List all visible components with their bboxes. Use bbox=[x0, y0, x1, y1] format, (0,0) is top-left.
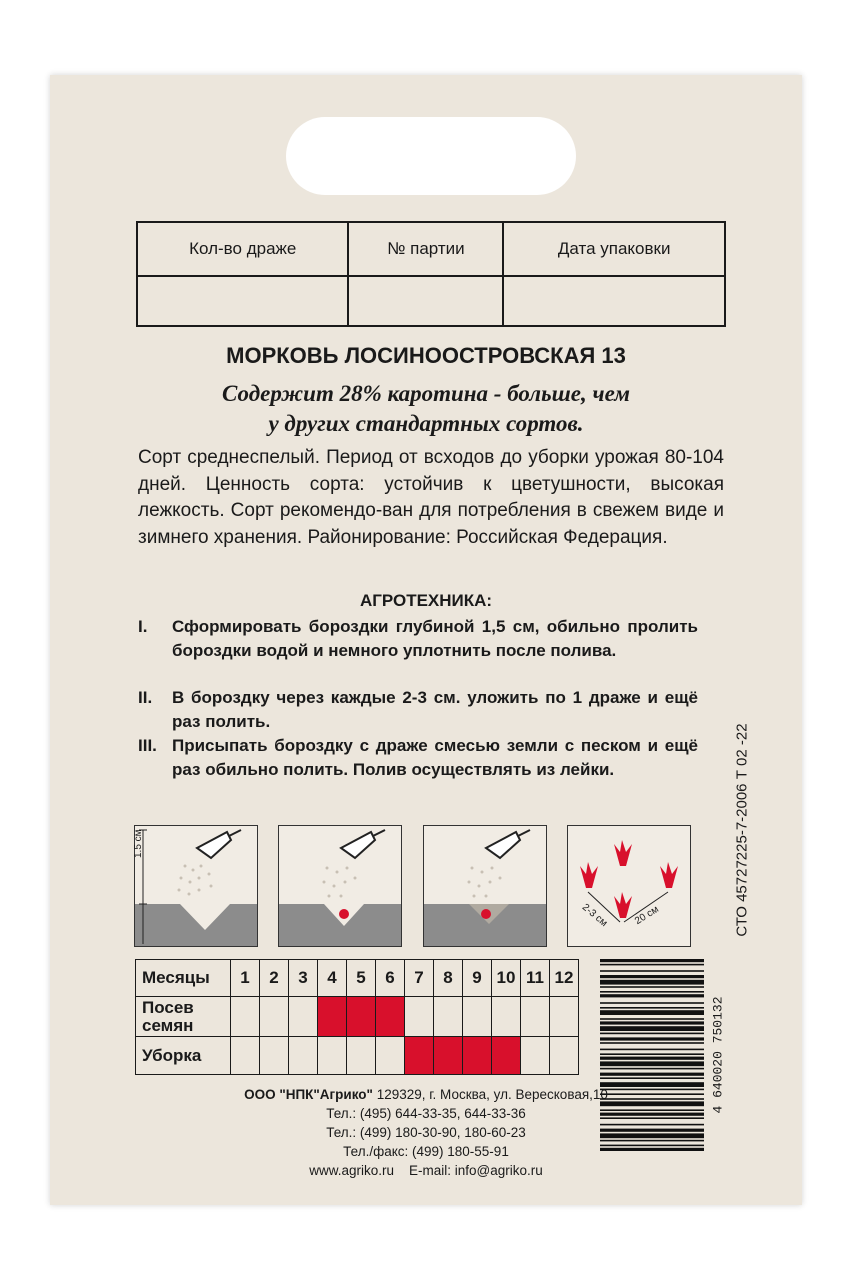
sowing-cell-10 bbox=[492, 997, 521, 1037]
cover-water-illustration bbox=[424, 826, 546, 946]
sowing-label bbox=[136, 997, 231, 1037]
company-name: ООО "НПК"Агрико" bbox=[244, 1087, 373, 1102]
harvest-cell-9 bbox=[463, 1037, 492, 1075]
depth-label: 1.5 см bbox=[133, 829, 144, 858]
barcode-bar bbox=[600, 986, 704, 988]
barcode-number: 4 640020 750132 bbox=[710, 996, 726, 1114]
harvest-cell-2 bbox=[260, 1037, 289, 1075]
step-3-text: Присыпать бороздку с драже смесью земли с песком и ещё раз обильно полить. Полив осуществлять из лейки. bbox=[172, 736, 698, 779]
harvest-cell-7 bbox=[405, 1037, 434, 1075]
barcode-bar bbox=[600, 1002, 704, 1004]
seed-packet-back bbox=[50, 75, 802, 1205]
seed-placement-illustration bbox=[279, 826, 401, 946]
barcode-bar bbox=[600, 970, 704, 972]
barcode-bar bbox=[600, 1068, 704, 1070]
tagline-line2: у других стандартных сортов. bbox=[268, 411, 584, 436]
step-2-num: II. bbox=[138, 688, 153, 707]
hanging-hole bbox=[286, 117, 576, 195]
barcode-bar bbox=[600, 1061, 704, 1066]
sowing-label-line2: семян bbox=[142, 1015, 194, 1035]
sowing-cell-4 bbox=[318, 997, 347, 1037]
phone-1: Тел.: (495) 644-33-35, 644-33-36 bbox=[326, 1106, 526, 1121]
sowing-cell-2 bbox=[260, 997, 289, 1037]
sowing-cell-11 bbox=[521, 997, 550, 1037]
harvest-cell-8 bbox=[434, 1037, 463, 1075]
sowing-cell-1 bbox=[231, 997, 260, 1037]
furrow-diagram bbox=[134, 825, 258, 947]
calendar-sowing-row bbox=[136, 997, 579, 1037]
month-8: 8 bbox=[434, 960, 463, 997]
month-11: 11 bbox=[521, 960, 550, 997]
calendar-month-row bbox=[136, 960, 579, 997]
barcode-bar bbox=[600, 1018, 704, 1020]
plant-spacing-diagram bbox=[567, 825, 691, 947]
furrow-illustration bbox=[135, 826, 257, 946]
month-3: 3 bbox=[289, 960, 318, 997]
barcode-bar bbox=[600, 1037, 704, 1040]
footer-web-line bbox=[50, 1163, 802, 1178]
month-5: 5 bbox=[347, 960, 376, 997]
plant-spacing-illustration bbox=[568, 826, 690, 946]
product-title: МОРКОВЬ ЛОСИНООСТРОВСКАЯ 13 bbox=[226, 343, 626, 368]
barcode-bar bbox=[600, 991, 704, 993]
email-link[interactable]: E-mail: info@agriko.ru bbox=[409, 1163, 543, 1178]
variety-description: Сорт среднеспелый. Период от всходов до уборки урожая 80-104 дней. Ценность сорта: устойчив к цветушности, высокая лежкость. Сорт рекомендо-ван для потребления в свежем виде и зимнего хранения. Районирование: Российская Федерация. bbox=[138, 447, 724, 548]
month-6: 6 bbox=[376, 960, 405, 997]
batch-header: № партии bbox=[348, 222, 503, 276]
barcode-bar bbox=[600, 1140, 704, 1142]
harvest-cell-3 bbox=[289, 1037, 318, 1075]
barcode-bar bbox=[600, 1007, 704, 1009]
step-2 bbox=[138, 686, 698, 734]
barcode-bar bbox=[600, 1021, 704, 1024]
month-12: 12 bbox=[550, 960, 579, 997]
month-9: 9 bbox=[463, 960, 492, 997]
sowing-cell-3 bbox=[289, 997, 318, 1037]
seed-placement-diagram bbox=[278, 825, 402, 947]
harvest-cell-12 bbox=[550, 1037, 579, 1075]
spacing-short-label: 2-3 см bbox=[579, 901, 610, 930]
harvest-cell-10 bbox=[492, 1037, 521, 1075]
month-10: 10 bbox=[492, 960, 521, 997]
month-7: 7 bbox=[405, 960, 434, 997]
barcode-bar bbox=[600, 1053, 704, 1055]
batch-cell bbox=[348, 276, 503, 326]
barcode-bar bbox=[600, 980, 704, 985]
barcode-bar bbox=[600, 1010, 704, 1015]
step-1 bbox=[138, 615, 698, 685]
barcode-bar bbox=[600, 1033, 704, 1035]
month-2: 2 bbox=[260, 960, 289, 997]
barcode-bar bbox=[600, 994, 704, 997]
step-2-text: В бороздку через каждые 2-3 см. уложить по 1 драже и ещё раз полить. bbox=[172, 688, 698, 731]
barcode-bar bbox=[600, 964, 704, 966]
fax: Тел./факс: (499) 180-55-91 bbox=[343, 1144, 509, 1159]
sowing-cell-12 bbox=[550, 997, 579, 1037]
sowing-cell-6 bbox=[376, 997, 405, 1037]
sowing-cell-5 bbox=[347, 997, 376, 1037]
phone-2: Тел.: (499) 180-30-90, 180-60-23 bbox=[326, 1125, 526, 1140]
harvest-label: Уборка bbox=[136, 1037, 231, 1075]
pack-date-cell bbox=[503, 276, 725, 326]
barcode-bar bbox=[600, 1026, 704, 1031]
footer-company-line bbox=[50, 1087, 802, 1102]
sowing-cell-9 bbox=[463, 997, 492, 1037]
standard-code bbox=[722, 705, 762, 955]
harvest-cell-1 bbox=[231, 1037, 260, 1075]
harvest-cell-11 bbox=[521, 1037, 550, 1075]
barcode-bar bbox=[600, 959, 704, 962]
step-1-num: I. bbox=[138, 617, 148, 636]
sowing-label-line1: Посев bbox=[142, 997, 194, 1017]
harvest-cell-6 bbox=[376, 1037, 405, 1075]
qty-header: Кол-во драже bbox=[137, 222, 348, 276]
calendar-harvest-row bbox=[136, 1037, 579, 1075]
batch-info-table bbox=[136, 221, 726, 327]
barcode-bar bbox=[600, 975, 704, 978]
sowing-cell-8 bbox=[434, 997, 463, 1037]
standard-code-text: СТО 45727225-7-2006 Т 02 -22 bbox=[733, 723, 751, 937]
months-label: Месяцы bbox=[136, 960, 231, 997]
sowing-calendar bbox=[135, 959, 579, 1075]
step-3-num: III. bbox=[138, 736, 157, 755]
company-address: 129329, г. Москва, ул. Вересковая,10 bbox=[376, 1087, 608, 1102]
step-1-text: Сформировать бороздки глубиной 1,5 см, обильно пролить бороздки водой и немного уплотнить после полива. bbox=[172, 617, 698, 660]
month-4: 4 bbox=[318, 960, 347, 997]
spacing-long-label: 20 см bbox=[633, 904, 661, 927]
barcode-bar bbox=[600, 1042, 704, 1044]
barcode-bar bbox=[600, 1057, 704, 1060]
barcode-bar bbox=[600, 1049, 704, 1051]
barcode-bar bbox=[600, 1077, 704, 1079]
sowing-cell-7 bbox=[405, 997, 434, 1037]
barcode-bar bbox=[600, 1073, 704, 1076]
harvest-cell-5 bbox=[347, 1037, 376, 1075]
qty-cell bbox=[137, 276, 348, 326]
month-1: 1 bbox=[231, 960, 260, 997]
harvest-cell-4 bbox=[318, 1037, 347, 1075]
cover-water-diagram bbox=[423, 825, 547, 947]
website-link[interactable]: www.agriko.ru bbox=[309, 1163, 394, 1178]
pack-date-header: Дата упаковки bbox=[503, 222, 725, 276]
step-3 bbox=[138, 734, 698, 804]
tagline-line1: Содержит 28% каротина - больше, чем bbox=[222, 381, 630, 406]
agro-heading: АГРОТЕХНИКА: bbox=[359, 591, 493, 610]
